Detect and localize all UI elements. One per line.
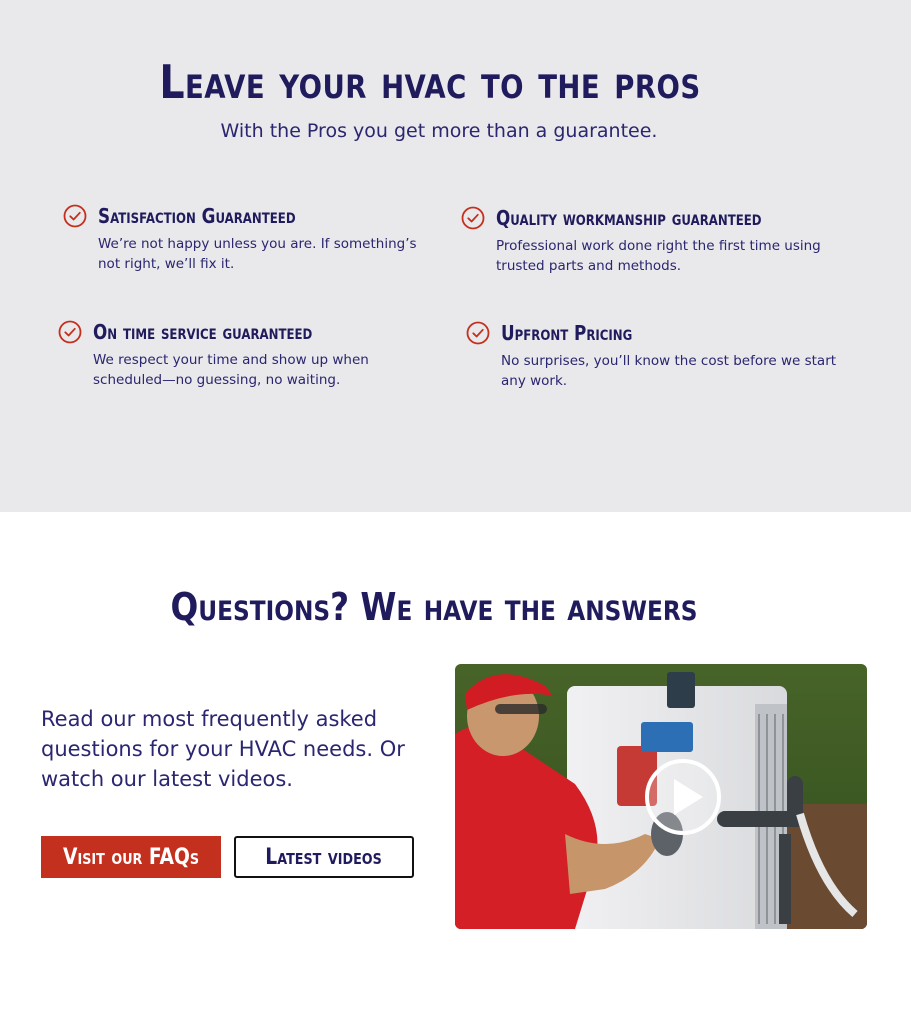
check-circle-icon [466,321,490,345]
check-circle-icon [461,206,485,230]
feature-title: Upfront Pricing [501,321,633,345]
feature-text: Professional work done right the first time using trusted parts and methods. [496,238,821,274]
play-icon[interactable] [643,757,723,837]
feature-title: Satisfaction Guaranteed [98,204,296,228]
feature-text: We respect your time and show up when scheduled—no guessing, no waiting. [93,352,369,388]
latest-videos-label: Latest videos [265,844,383,870]
feature-text: We’re not happy unless you are. If something’s not right, we’ll fix it. [98,236,417,272]
faq-title: Questions? We have the answers [170,585,698,629]
feature-title: Quality workmanship guaranteed [496,206,762,230]
visit-faqs-button[interactable] [41,836,221,878]
latest-videos-button[interactable] [234,836,414,878]
check-circle-icon [63,204,87,228]
check-circle-icon [58,320,82,344]
visit-faqs-label: Visit our FAQs [62,844,200,870]
feature-title: On time service guaranteed [93,320,313,344]
section-subtitle: With the Pros you get more than a guarantee. [220,120,658,142]
feature-text: No surprises, you’ll know the cost before we start any work. [501,353,837,389]
section-title: Leave your hvac to the pros [159,55,701,109]
faq-description: Read our most frequently asked questions for your HVAC needs. Or watch our latest videos. [41,707,405,791]
